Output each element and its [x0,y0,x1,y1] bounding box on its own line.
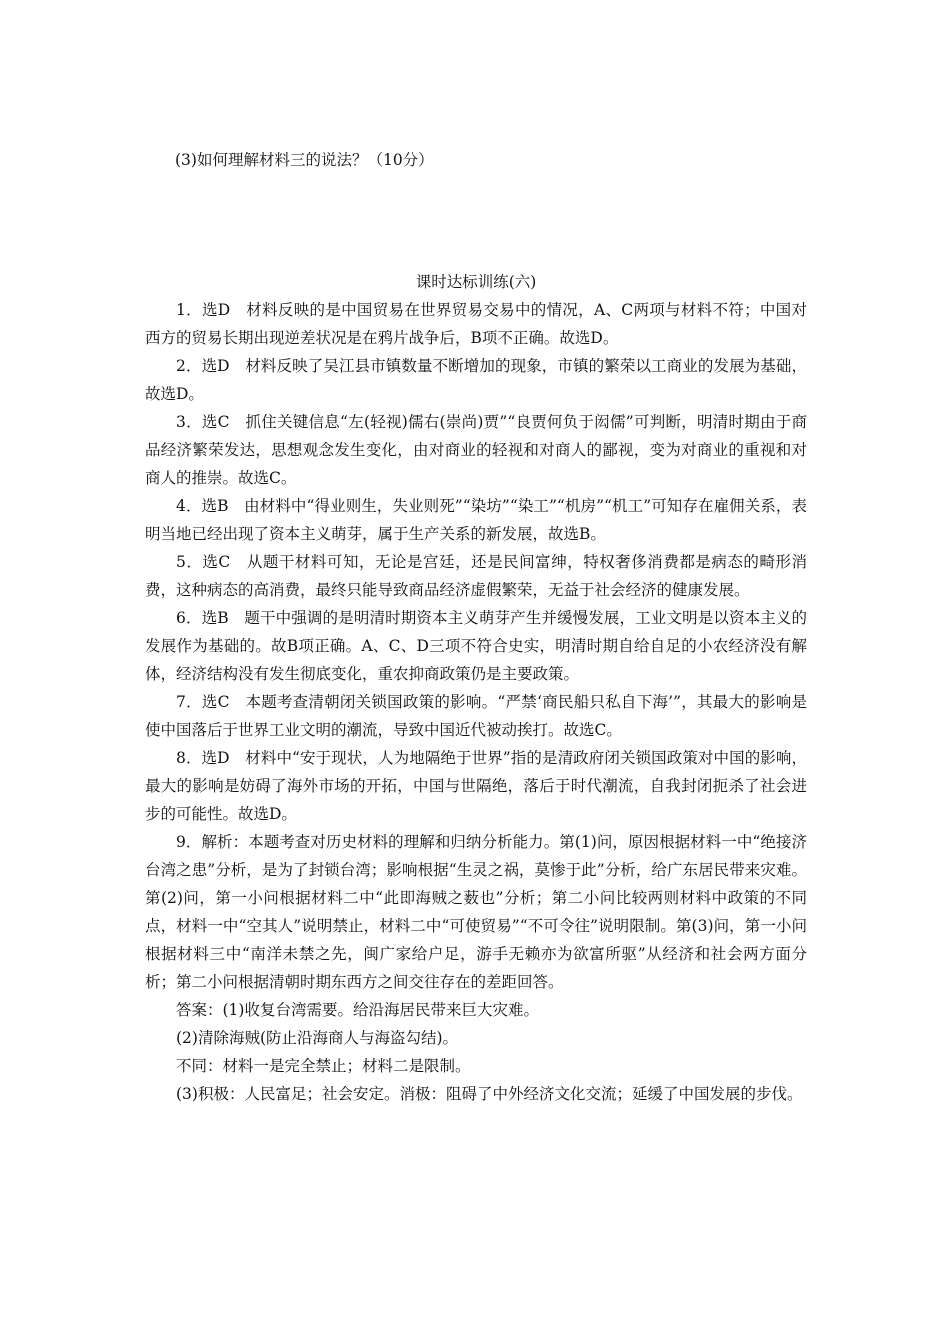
answer-section [145,268,807,1108]
answer-3: 3．选C 抓住关键信息“左(轻视)儒右(崇尚)贾”“良贾何负于闳儒”可判断，明清时期由于商品经济繁荣发达，思想观念发生变化，由对商业的轻视和对商人的鄙视，变为对商业的重视和对商人的推崇。故选C。 [145,413,807,487]
answer-9-analysis: 9．解析：本题考查对历史材料的理解和归纳分析能力。第(1)问，原因根据材料一中“绝接济台湾之患”分析，是为了封锁台湾；影响根据“生灵之祸，莫惨于此”分析，给广东居民带来灾难。第(2)问，第一小问根据材料二中“此即海贼之薮也”分析；第二小问比较两则材料中政策的不同点，材料一中“空其人”说明禁止，材料二中“可使贸易”“不可令往”说明限制。第(3)问，第一小问根据材料三中“南洋未禁之先，闽广家给户足，游手无赖亦为欲富所驱”从经济和社会两方面分析；第二小问根据清朝时期东西方之间交往存在的差距回答。 [145,833,807,991]
answer-2: 2．选D 材料反映了吴江县市镇数量不断增加的现象，市镇的繁荣以工商业的发展为基础，故选D。 [145,357,807,403]
answer-9-part-2: (2)清除海贼(防止沿海商人与海盗勾结)。 [176,1029,459,1047]
answer-4: 4．选B 由材料中“得业则生，失业则死”“染坊”“染工”“机房”“机工”可知存在雇佣关系，表明当地已经出现了资本主义萌芽，属于生产关系的新发展，故选B。 [145,497,807,543]
answer-1: 1．选D 材料反映的是中国贸易在世界贸易交易中的情况，A、C两项与材料不符；中国对西方的贸易长期出现逆差状况是在鸦片战争后，B项不正确。故选D。 [145,301,807,347]
answer-8: 8．选D 材料中“安于现状，人为地隔绝于世界”指的是清政府闭关锁国政策对中国的影响，最大的影响是妨碍了海外市场的开拓，中国与世隔绝，落后于时代潮流，自我封闭扼杀了社会进步的可能性。故选D。 [145,749,807,823]
answer-5: 5．选C 从题干材料可知，无论是宫廷，还是民间富绅，特权奢侈消费都是病态的畸形消费，这种病态的高消费，最终只能导致商品经济虚假繁荣，无益于社会经济的健康发展。 [145,553,807,599]
answer-6: 6．选B 题干中强调的是明清时期资本主义萌芽产生并缓慢发展，工业文明是以资本主义的发展作为基础的。故B项正确。A、C、D三项不符合史实，明清时期自给自足的小农经济没有解体，经济结构没有发生彻底变化，重农抑商政策仍是主要政策。 [145,609,807,683]
answer-9-part-1: 答案：(1)收复台湾需要。给沿海居民带来巨大灾难。 [176,1001,539,1019]
section-title: 课时达标训练(六) [415,273,537,291]
answer-9-part-3: (3)积极：人民富足；社会安定。消极：阻碍了中外经济文化交流；延缓了中国发展的步伐。 [176,1085,803,1103]
question-3: (3)如何理解材料三的说法？（10分） [175,151,434,169]
answer-9-difference: 不同：材料一是完全禁止；材料二是限制。 [176,1057,471,1075]
answer-7: 7．选C 本题考查清朝闭关锁国政策的影响。“严禁‘商民船只私自下海’”，其最大的影响是使中国落后于世界工业文明的潮流，导致中国近代被动挨打。故选C。 [145,693,807,739]
